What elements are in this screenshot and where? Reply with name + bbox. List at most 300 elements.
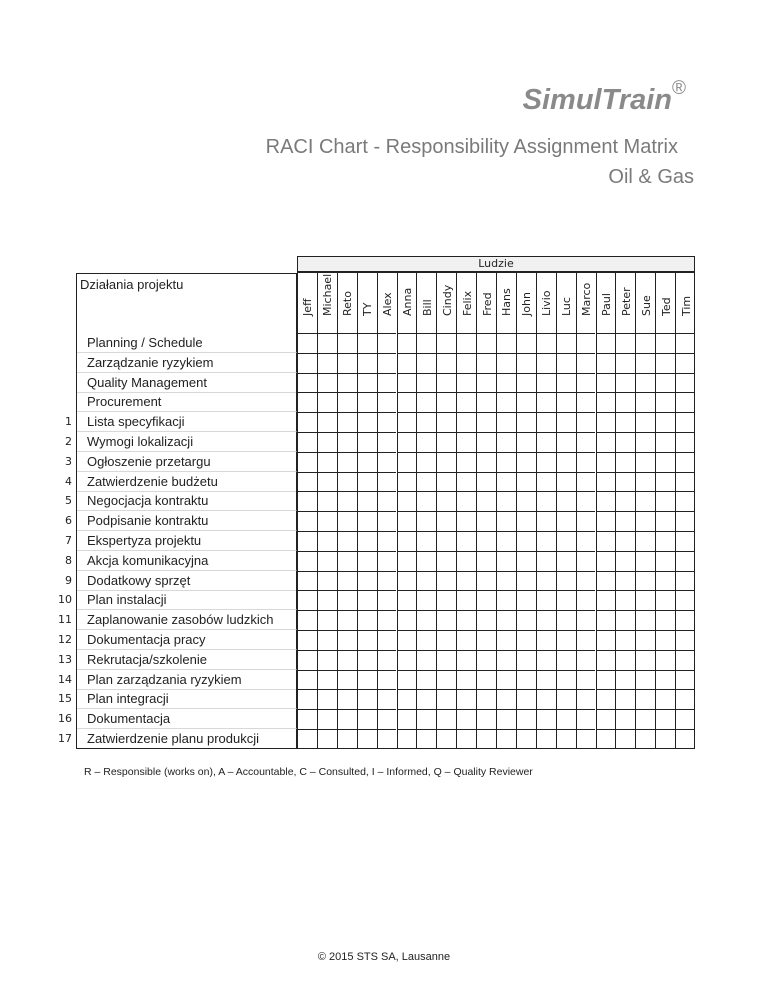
raci-cell[interactable]: [397, 373, 417, 393]
raci-cell[interactable]: [436, 432, 456, 452]
raci-cell[interactable]: [377, 610, 397, 630]
raci-cell[interactable]: [655, 491, 675, 511]
raci-cell[interactable]: [596, 472, 616, 492]
raci-cell[interactable]: [655, 412, 675, 432]
raci-cell[interactable]: [436, 373, 456, 393]
raci-cell[interactable]: [615, 590, 635, 610]
raci-cell[interactable]: [416, 412, 436, 432]
raci-cell[interactable]: [476, 472, 496, 492]
raci-cell[interactable]: [576, 432, 596, 452]
raci-cell[interactable]: [556, 709, 576, 729]
raci-cell[interactable]: [516, 333, 536, 353]
raci-cell[interactable]: [675, 729, 695, 749]
raci-cell[interactable]: [377, 392, 397, 412]
raci-cell[interactable]: [416, 432, 436, 452]
raci-cell[interactable]: [635, 729, 655, 749]
raci-cell[interactable]: [655, 709, 675, 729]
raci-cell[interactable]: [655, 353, 675, 373]
raci-cell[interactable]: [635, 709, 655, 729]
raci-cell[interactable]: [476, 709, 496, 729]
raci-cell[interactable]: [496, 571, 516, 591]
raci-cell[interactable]: [615, 670, 635, 690]
raci-cell[interactable]: [377, 630, 397, 650]
raci-cell[interactable]: [297, 670, 317, 690]
raci-cell[interactable]: [655, 432, 675, 452]
raci-cell[interactable]: [337, 551, 357, 571]
raci-cell[interactable]: [377, 353, 397, 373]
raci-cell[interactable]: [556, 551, 576, 571]
raci-cell[interactable]: [476, 590, 496, 610]
raci-cell[interactable]: [675, 373, 695, 393]
raci-cell[interactable]: [596, 650, 616, 670]
raci-cell[interactable]: [615, 353, 635, 373]
raci-cell[interactable]: [536, 571, 556, 591]
raci-cell[interactable]: [436, 531, 456, 551]
raci-cell[interactable]: [635, 610, 655, 630]
raci-cell[interactable]: [397, 472, 417, 492]
raci-cell[interactable]: [397, 333, 417, 353]
raci-cell[interactable]: [516, 432, 536, 452]
raci-cell[interactable]: [476, 452, 496, 472]
raci-cell[interactable]: [297, 551, 317, 571]
raci-cell[interactable]: [377, 432, 397, 452]
raci-cell[interactable]: [337, 689, 357, 709]
raci-cell[interactable]: [635, 333, 655, 353]
raci-cell[interactable]: [556, 511, 576, 531]
raci-cell[interactable]: [456, 353, 476, 373]
raci-cell[interactable]: [317, 571, 337, 591]
raci-cell[interactable]: [456, 670, 476, 690]
raci-cell[interactable]: [615, 491, 635, 511]
raci-cell[interactable]: [337, 709, 357, 729]
raci-cell[interactable]: [377, 491, 397, 511]
raci-cell[interactable]: [536, 432, 556, 452]
raci-cell[interactable]: [456, 392, 476, 412]
raci-cell[interactable]: [357, 650, 377, 670]
raci-cell[interactable]: [397, 689, 417, 709]
raci-cell[interactable]: [377, 531, 397, 551]
raci-cell[interactable]: [675, 610, 695, 630]
raci-cell[interactable]: [456, 590, 476, 610]
raci-cell[interactable]: [397, 551, 417, 571]
raci-cell[interactable]: [416, 491, 436, 511]
raci-cell[interactable]: [655, 452, 675, 472]
raci-cell[interactable]: [476, 630, 496, 650]
raci-cell[interactable]: [596, 610, 616, 630]
raci-cell[interactable]: [576, 709, 596, 729]
raci-cell[interactable]: [635, 590, 655, 610]
raci-cell[interactable]: [317, 432, 337, 452]
raci-cell[interactable]: [615, 392, 635, 412]
raci-cell[interactable]: [297, 511, 317, 531]
raci-cell[interactable]: [456, 333, 476, 353]
raci-cell[interactable]: [596, 491, 616, 511]
raci-cell[interactable]: [337, 531, 357, 551]
raci-cell[interactable]: [436, 670, 456, 690]
raci-cell[interactable]: [416, 511, 436, 531]
raci-cell[interactable]: [536, 333, 556, 353]
raci-cell[interactable]: [436, 709, 456, 729]
raci-cell[interactable]: [596, 670, 616, 690]
raci-cell[interactable]: [397, 571, 417, 591]
raci-cell[interactable]: [317, 353, 337, 373]
raci-cell[interactable]: [556, 571, 576, 591]
raci-cell[interactable]: [297, 392, 317, 412]
raci-cell[interactable]: [635, 670, 655, 690]
raci-cell[interactable]: [615, 373, 635, 393]
raci-cell[interactable]: [416, 452, 436, 472]
raci-cell[interactable]: [297, 353, 317, 373]
raci-cell[interactable]: [576, 392, 596, 412]
raci-cell[interactable]: [536, 729, 556, 749]
raci-cell[interactable]: [496, 650, 516, 670]
raci-cell[interactable]: [456, 709, 476, 729]
raci-cell[interactable]: [596, 333, 616, 353]
raci-cell[interactable]: [416, 551, 436, 571]
raci-cell[interactable]: [556, 432, 576, 452]
raci-cell[interactable]: [317, 670, 337, 690]
raci-cell[interactable]: [556, 531, 576, 551]
raci-cell[interactable]: [297, 650, 317, 670]
raci-cell[interactable]: [436, 491, 456, 511]
raci-cell[interactable]: [456, 412, 476, 432]
raci-cell[interactable]: [655, 373, 675, 393]
raci-cell[interactable]: [635, 571, 655, 591]
raci-cell[interactable]: [496, 729, 516, 749]
raci-cell[interactable]: [476, 353, 496, 373]
raci-cell[interactable]: [615, 610, 635, 630]
raci-cell[interactable]: [476, 373, 496, 393]
raci-cell[interactable]: [655, 630, 675, 650]
raci-cell[interactable]: [516, 650, 536, 670]
raci-cell[interactable]: [635, 650, 655, 670]
raci-cell[interactable]: [516, 551, 536, 571]
raci-cell[interactable]: [456, 689, 476, 709]
raci-cell[interactable]: [556, 333, 576, 353]
raci-cell[interactable]: [536, 392, 556, 412]
raci-cell[interactable]: [436, 650, 456, 670]
raci-cell[interactable]: [536, 650, 556, 670]
raci-cell[interactable]: [436, 689, 456, 709]
raci-cell[interactable]: [357, 412, 377, 432]
raci-cell[interactable]: [556, 472, 576, 492]
raci-cell[interactable]: [596, 412, 616, 432]
raci-cell[interactable]: [556, 491, 576, 511]
raci-cell[interactable]: [615, 412, 635, 432]
raci-cell[interactable]: [317, 333, 337, 353]
raci-cell[interactable]: [416, 650, 436, 670]
raci-cell[interactable]: [576, 511, 596, 531]
raci-cell[interactable]: [297, 373, 317, 393]
raci-cell[interactable]: [476, 392, 496, 412]
raci-cell[interactable]: [317, 729, 337, 749]
raci-cell[interactable]: [596, 709, 616, 729]
raci-cell[interactable]: [337, 571, 357, 591]
raci-cell[interactable]: [357, 472, 377, 492]
raci-cell[interactable]: [337, 491, 357, 511]
raci-cell[interactable]: [496, 689, 516, 709]
raci-cell[interactable]: [357, 432, 377, 452]
raci-cell[interactable]: [377, 373, 397, 393]
raci-cell[interactable]: [476, 531, 496, 551]
raci-cell[interactable]: [576, 551, 596, 571]
raci-cell[interactable]: [556, 729, 576, 749]
raci-cell[interactable]: [556, 452, 576, 472]
raci-cell[interactable]: [436, 452, 456, 472]
raci-cell[interactable]: [456, 610, 476, 630]
raci-cell[interactable]: [357, 551, 377, 571]
raci-cell[interactable]: [516, 412, 536, 432]
raci-cell[interactable]: [655, 551, 675, 571]
raci-cell[interactable]: [397, 670, 417, 690]
raci-cell[interactable]: [337, 452, 357, 472]
raci-cell[interactable]: [297, 610, 317, 630]
raci-cell[interactable]: [655, 590, 675, 610]
raci-cell[interactable]: [416, 392, 436, 412]
raci-cell[interactable]: [615, 511, 635, 531]
raci-cell[interactable]: [615, 432, 635, 452]
raci-cell[interactable]: [357, 590, 377, 610]
raci-cell[interactable]: [436, 729, 456, 749]
raci-cell[interactable]: [635, 472, 655, 492]
raci-cell[interactable]: [596, 353, 616, 373]
raci-cell[interactable]: [556, 689, 576, 709]
raci-cell[interactable]: [655, 650, 675, 670]
raci-cell[interactable]: [317, 551, 337, 571]
raci-cell[interactable]: [416, 531, 436, 551]
raci-cell[interactable]: [397, 729, 417, 749]
raci-cell[interactable]: [337, 472, 357, 492]
raci-cell[interactable]: [377, 650, 397, 670]
raci-cell[interactable]: [615, 571, 635, 591]
raci-cell[interactable]: [496, 491, 516, 511]
raci-cell[interactable]: [576, 689, 596, 709]
raci-cell[interactable]: [397, 491, 417, 511]
raci-cell[interactable]: [377, 452, 397, 472]
raci-cell[interactable]: [556, 373, 576, 393]
raci-cell[interactable]: [337, 333, 357, 353]
raci-cell[interactable]: [456, 571, 476, 591]
raci-cell[interactable]: [536, 551, 556, 571]
raci-cell[interactable]: [397, 531, 417, 551]
raci-cell[interactable]: [397, 452, 417, 472]
raci-cell[interactable]: [675, 333, 695, 353]
raci-cell[interactable]: [377, 511, 397, 531]
raci-cell[interactable]: [556, 630, 576, 650]
raci-cell[interactable]: [476, 511, 496, 531]
raci-cell[interactable]: [516, 452, 536, 472]
raci-cell[interactable]: [357, 452, 377, 472]
raci-cell[interactable]: [536, 373, 556, 393]
raci-cell[interactable]: [456, 452, 476, 472]
raci-cell[interactable]: [416, 472, 436, 492]
raci-cell[interactable]: [496, 432, 516, 452]
raci-cell[interactable]: [357, 571, 377, 591]
raci-cell[interactable]: [357, 689, 377, 709]
raci-cell[interactable]: [456, 531, 476, 551]
raci-cell[interactable]: [596, 630, 616, 650]
raci-cell[interactable]: [516, 373, 536, 393]
raci-cell[interactable]: [675, 650, 695, 670]
raci-cell[interactable]: [416, 373, 436, 393]
raci-cell[interactable]: [596, 392, 616, 412]
raci-cell[interactable]: [596, 452, 616, 472]
raci-cell[interactable]: [357, 630, 377, 650]
raci-cell[interactable]: [576, 650, 596, 670]
raci-cell[interactable]: [377, 412, 397, 432]
raci-cell[interactable]: [596, 729, 616, 749]
raci-cell[interactable]: [337, 670, 357, 690]
raci-cell[interactable]: [297, 571, 317, 591]
raci-cell[interactable]: [496, 412, 516, 432]
raci-cell[interactable]: [596, 571, 616, 591]
raci-cell[interactable]: [675, 392, 695, 412]
raci-cell[interactable]: [615, 729, 635, 749]
raci-cell[interactable]: [635, 392, 655, 412]
raci-cell[interactable]: [377, 472, 397, 492]
raci-cell[interactable]: [596, 373, 616, 393]
raci-cell[interactable]: [655, 689, 675, 709]
raci-cell[interactable]: [317, 511, 337, 531]
raci-cell[interactable]: [436, 353, 456, 373]
raci-cell[interactable]: [635, 551, 655, 571]
raci-cell[interactable]: [516, 670, 536, 690]
raci-cell[interactable]: [635, 452, 655, 472]
raci-cell[interactable]: [297, 709, 317, 729]
raci-cell[interactable]: [496, 630, 516, 650]
raci-cell[interactable]: [516, 689, 536, 709]
raci-cell[interactable]: [297, 590, 317, 610]
raci-cell[interactable]: [556, 670, 576, 690]
raci-cell[interactable]: [576, 373, 596, 393]
raci-cell[interactable]: [397, 511, 417, 531]
raci-cell[interactable]: [397, 590, 417, 610]
raci-cell[interactable]: [416, 689, 436, 709]
raci-cell[interactable]: [516, 610, 536, 630]
raci-cell[interactable]: [436, 333, 456, 353]
raci-cell[interactable]: [317, 709, 337, 729]
raci-cell[interactable]: [377, 670, 397, 690]
raci-cell[interactable]: [615, 333, 635, 353]
raci-cell[interactable]: [576, 670, 596, 690]
raci-cell[interactable]: [476, 432, 496, 452]
raci-cell[interactable]: [496, 610, 516, 630]
raci-cell[interactable]: [576, 531, 596, 551]
raci-cell[interactable]: [675, 551, 695, 571]
raci-cell[interactable]: [675, 531, 695, 551]
raci-cell[interactable]: [576, 491, 596, 511]
raci-cell[interactable]: [476, 571, 496, 591]
raci-cell[interactable]: [436, 590, 456, 610]
raci-cell[interactable]: [436, 630, 456, 650]
raci-cell[interactable]: [436, 511, 456, 531]
raci-cell[interactable]: [536, 491, 556, 511]
raci-cell[interactable]: [456, 551, 476, 571]
raci-cell[interactable]: [456, 432, 476, 452]
raci-cell[interactable]: [377, 333, 397, 353]
raci-cell[interactable]: [675, 709, 695, 729]
raci-cell[interactable]: [536, 610, 556, 630]
raci-cell[interactable]: [635, 689, 655, 709]
raci-cell[interactable]: [416, 353, 436, 373]
raci-cell[interactable]: [357, 353, 377, 373]
raci-cell[interactable]: [297, 689, 317, 709]
raci-cell[interactable]: [357, 610, 377, 630]
raci-cell[interactable]: [536, 412, 556, 432]
raci-cell[interactable]: [635, 353, 655, 373]
raci-cell[interactable]: [675, 670, 695, 690]
raci-cell[interactable]: [496, 670, 516, 690]
raci-cell[interactable]: [556, 412, 576, 432]
raci-cell[interactable]: [337, 511, 357, 531]
raci-cell[interactable]: [337, 392, 357, 412]
raci-cell[interactable]: [556, 650, 576, 670]
raci-cell[interactable]: [596, 689, 616, 709]
raci-cell[interactable]: [337, 729, 357, 749]
raci-cell[interactable]: [297, 452, 317, 472]
raci-cell[interactable]: [496, 511, 516, 531]
raci-cell[interactable]: [317, 472, 337, 492]
raci-cell[interactable]: [536, 511, 556, 531]
raci-cell[interactable]: [337, 630, 357, 650]
raci-cell[interactable]: [635, 531, 655, 551]
raci-cell[interactable]: [436, 472, 456, 492]
raci-cell[interactable]: [615, 472, 635, 492]
raci-cell[interactable]: [516, 709, 536, 729]
raci-cell[interactable]: [416, 610, 436, 630]
raci-cell[interactable]: [536, 709, 556, 729]
raci-cell[interactable]: [496, 452, 516, 472]
raci-cell[interactable]: [317, 491, 337, 511]
raci-cell[interactable]: [596, 432, 616, 452]
raci-cell[interactable]: [476, 333, 496, 353]
raci-cell[interactable]: [675, 571, 695, 591]
raci-cell[interactable]: [635, 491, 655, 511]
raci-cell[interactable]: [496, 531, 516, 551]
raci-cell[interactable]: [317, 650, 337, 670]
raci-cell[interactable]: [576, 729, 596, 749]
raci-cell[interactable]: [476, 729, 496, 749]
raci-cell[interactable]: [655, 729, 675, 749]
raci-cell[interactable]: [496, 333, 516, 353]
raci-cell[interactable]: [655, 670, 675, 690]
raci-cell[interactable]: [615, 551, 635, 571]
raci-cell[interactable]: [496, 709, 516, 729]
raci-cell[interactable]: [576, 630, 596, 650]
raci-cell[interactable]: [675, 689, 695, 709]
raci-cell[interactable]: [496, 353, 516, 373]
raci-cell[interactable]: [655, 511, 675, 531]
raci-cell[interactable]: [416, 333, 436, 353]
raci-cell[interactable]: [436, 392, 456, 412]
raci-cell[interactable]: [615, 689, 635, 709]
raci-cell[interactable]: [456, 373, 476, 393]
raci-cell[interactable]: [377, 571, 397, 591]
raci-cell[interactable]: [397, 650, 417, 670]
raci-cell[interactable]: [496, 373, 516, 393]
raci-cell[interactable]: [655, 392, 675, 412]
raci-cell[interactable]: [317, 630, 337, 650]
raci-cell[interactable]: [476, 670, 496, 690]
raci-cell[interactable]: [496, 551, 516, 571]
raci-cell[interactable]: [536, 670, 556, 690]
raci-cell[interactable]: [536, 531, 556, 551]
raci-cell[interactable]: [655, 610, 675, 630]
raci-cell[interactable]: [337, 353, 357, 373]
raci-cell[interactable]: [536, 689, 556, 709]
raci-cell[interactable]: [536, 452, 556, 472]
raci-cell[interactable]: [357, 729, 377, 749]
